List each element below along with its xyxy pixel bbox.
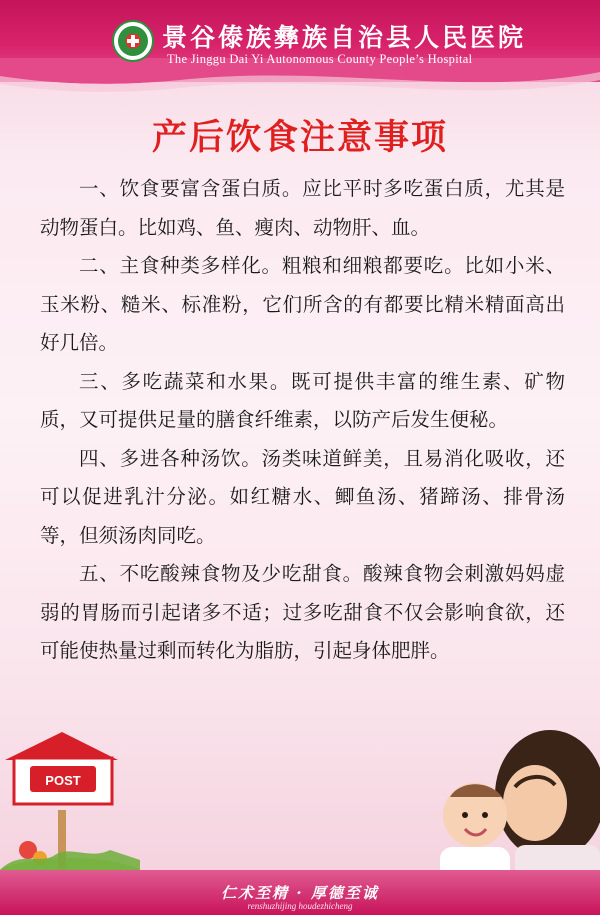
hospital-name: 景谷傣族彝族自治县人民医院 <box>162 23 527 52</box>
footer-slogan: 仁术至精 · 厚德至诚 <box>221 884 379 902</box>
medical-cross-icon <box>127 35 139 47</box>
header-wave-decoration <box>0 58 600 118</box>
hospital-name-english: The Jinggu Dai Yi Autonomous County People’s Hospital <box>167 52 473 66</box>
mother-baby-illustration <box>420 725 600 885</box>
paragraph-protein: 一、饮食要富含蛋白质。应比平时多吃蛋白质，尤其是动物蛋白。比如鸡、鱼、瘦肉、动物肝、血。 <box>40 177 565 239</box>
paragraph-spicy-sweet: 五、不吃酸辣食物及少吃甜食。酸辣食物会刺激妈妈虚弱的胃肠而引起诸多不适；过多吃甜食不仅会影响食欲，还可能使热量过剩而转化为脂肪，引起身体肥胖。 <box>40 562 565 662</box>
paragraph-vegetables-fruit: 三、多吃蔬菜和水果。既可提供丰富的维生素、矿物质，又可提供足量的膳食纤维素，以防产后发生便秘。 <box>40 369 565 431</box>
paragraph-staple-food: 二、主食种类多样化。粗粮和细粮都要吃。比如小米、玉米粉、糙米、标准粉，它们所含的有都要比精米精面高出好几倍。 <box>40 254 565 354</box>
content-body <box>40 170 565 671</box>
page-title: 产后饮食注意事项 <box>151 118 448 158</box>
hospital-logo <box>112 20 154 62</box>
mailbox-label: POST <box>45 773 81 788</box>
logo-emblem-icon <box>118 26 148 56</box>
footer-slogan-sub: renshuzhijing houdezhicheng <box>247 901 353 911</box>
paragraph-soups: 四、多进各种汤饮。汤类味道鲜美，且易消化吸收，还可以促进乳汁分泌。如红糖水、鲫鱼汤、猪蹄汤、排骨汤等，但须汤肉同吃。 <box>40 446 565 547</box>
